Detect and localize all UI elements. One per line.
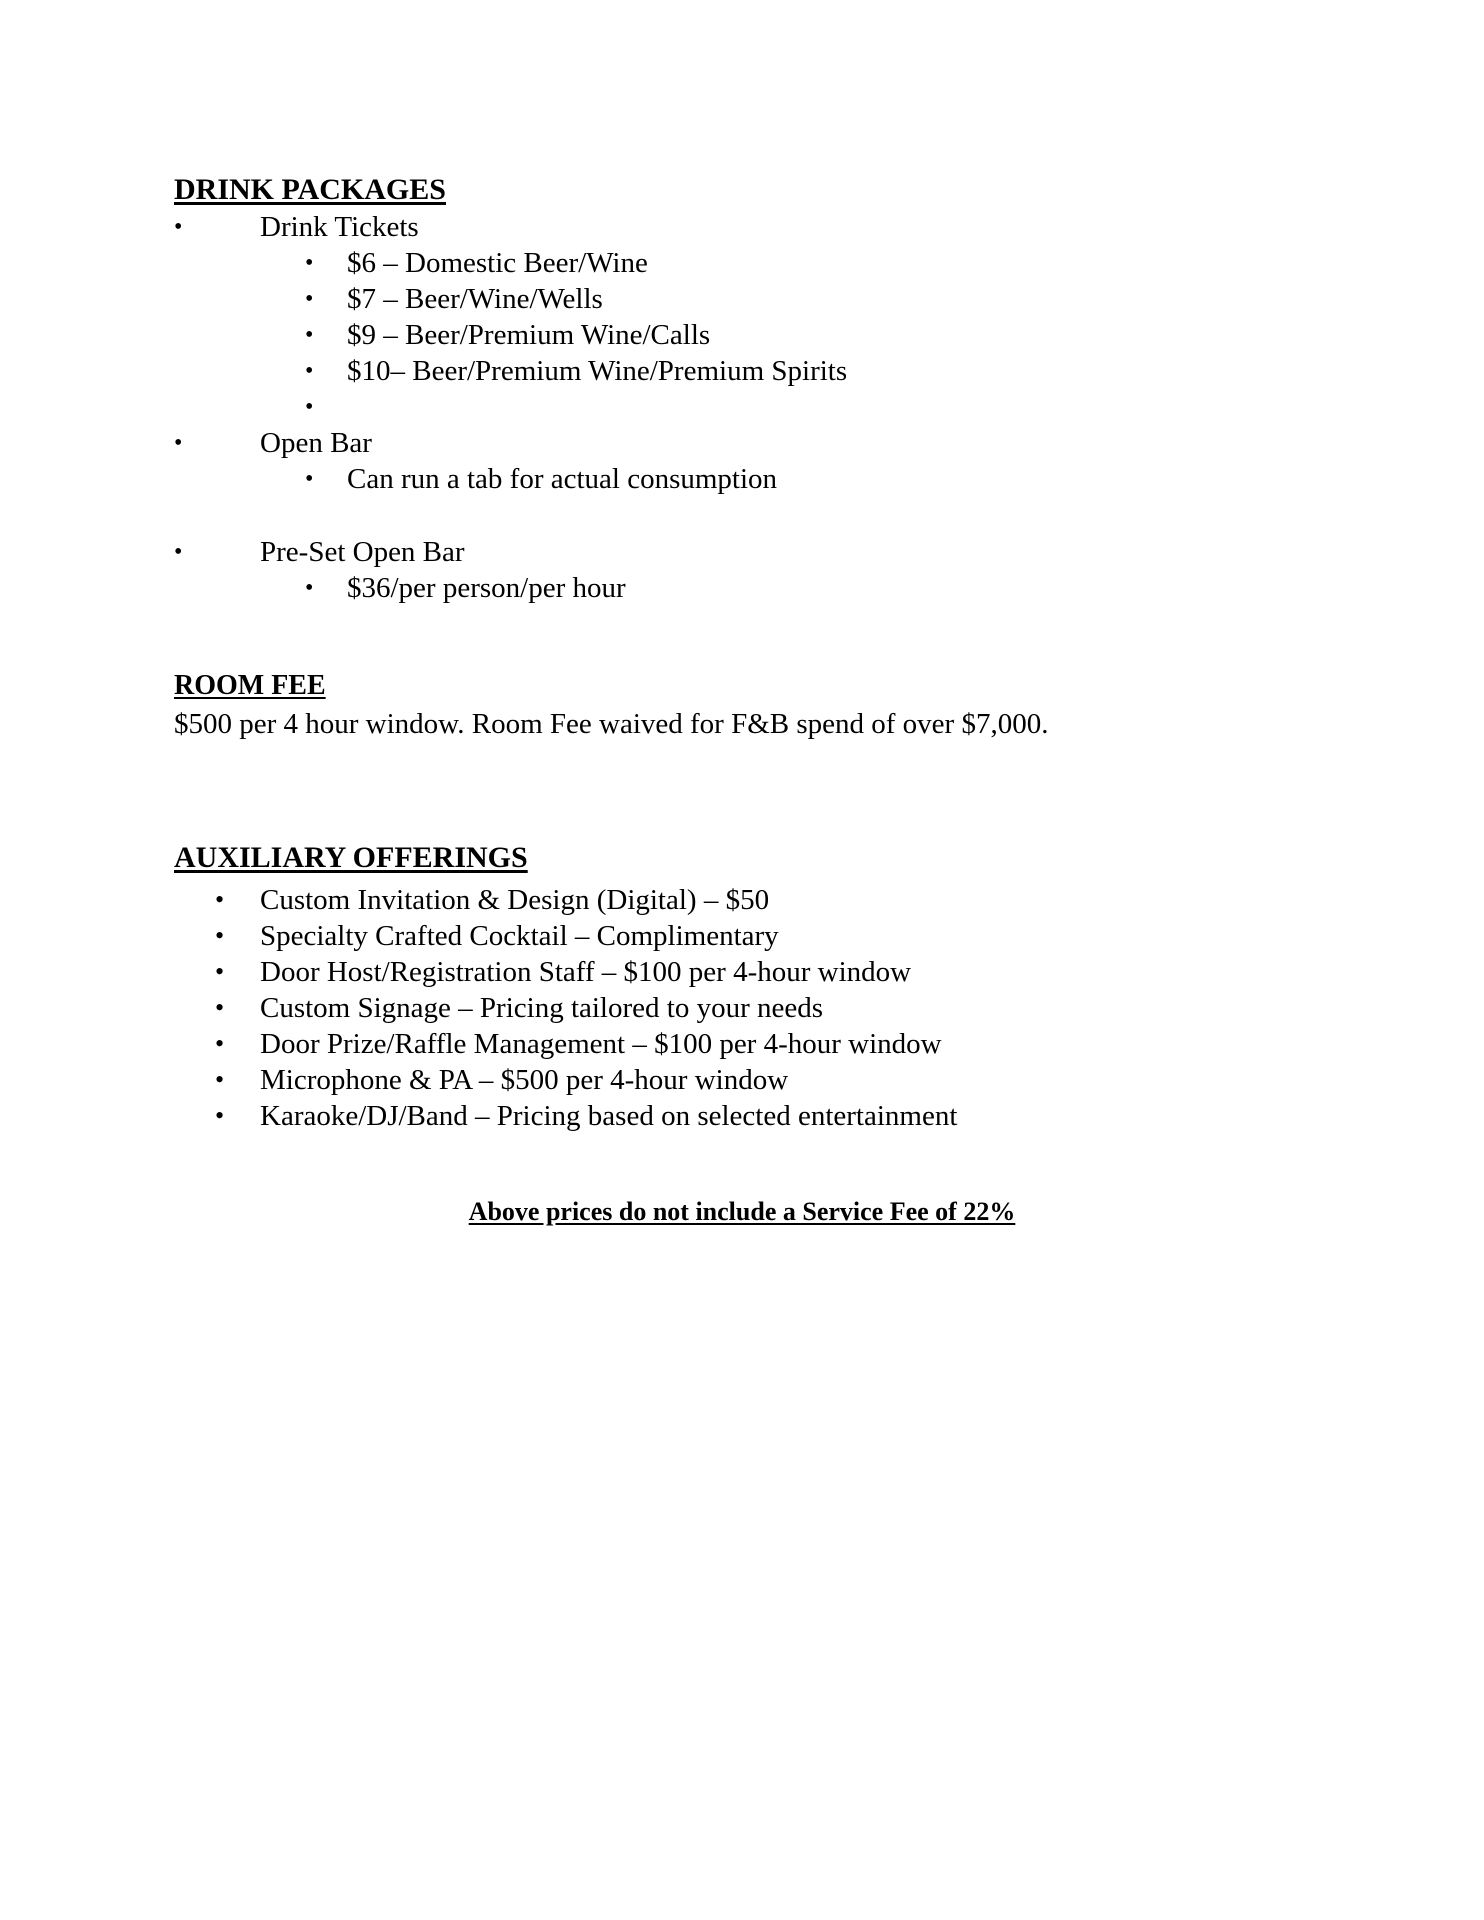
bullet-open-bar: • bbox=[174, 430, 183, 456]
service-fee-note: Above prices do not include a Service Fee of 22% bbox=[468, 1197, 1016, 1226]
group-label-pre-set-open-bar: Pre-Set Open Bar bbox=[260, 536, 465, 568]
room-fee-heading: ROOM FEE bbox=[174, 670, 326, 701]
pre-set-open-bar-item: $36/per person/per hour bbox=[347, 572, 626, 604]
drink-ticket-item: $9 – Beer/Premium Wine/Calls bbox=[347, 319, 711, 351]
aux-bullet: • bbox=[215, 921, 225, 950]
open-bar-item: Can run a tab for actual consumption bbox=[347, 463, 778, 495]
aux-item: Specialty Crafted Cocktail – Complimentary bbox=[260, 920, 779, 952]
drink-ticket-item: $6 – Domestic Beer/Wine bbox=[347, 247, 648, 279]
group-label-drink-tickets: Drink Tickets bbox=[260, 211, 419, 243]
aux-bullet: • bbox=[215, 957, 225, 986]
aux-bullet: • bbox=[215, 1101, 225, 1130]
aux-item: Karaoke/DJ/Band – Pricing based on selected entertainment bbox=[260, 1100, 958, 1132]
aux-bullet: • bbox=[215, 885, 225, 914]
sub-bullet: • bbox=[305, 358, 314, 384]
sub-bullet-empty: • bbox=[305, 394, 314, 420]
sub-bullet: • bbox=[305, 575, 314, 601]
auxiliary-offerings-heading: AUXILIARY OFFERINGS bbox=[174, 841, 528, 874]
aux-item: Custom Signage – Pricing tailored to your needs bbox=[260, 992, 824, 1024]
group-label-open-bar: Open Bar bbox=[260, 427, 372, 459]
sub-bullet: • bbox=[305, 466, 314, 492]
aux-item: Door Prize/Raffle Management – $100 per 4-hour window bbox=[260, 1028, 942, 1060]
drink-packages-heading: DRINK PACKAGES bbox=[174, 173, 446, 206]
drink-ticket-item: $7 – Beer/Wine/Wells bbox=[347, 283, 603, 315]
sub-bullet: • bbox=[305, 286, 314, 312]
aux-item: Microphone & PA – $500 per 4-hour window bbox=[260, 1064, 789, 1096]
bullet-drink-tickets: • bbox=[174, 214, 183, 240]
room-fee-text: $500 per 4 hour window. Room Fee waived for F&B spend of over $7,000. bbox=[174, 708, 1049, 740]
aux-item: Custom Invitation & Design (Digital) – $50 bbox=[260, 884, 770, 916]
aux-bullet: • bbox=[215, 993, 225, 1022]
aux-bullet: • bbox=[215, 1065, 225, 1094]
aux-item: Door Host/Registration Staff – $100 per 4-hour window bbox=[260, 956, 912, 988]
bullet-pre-set-open-bar: • bbox=[174, 539, 183, 565]
aux-bullet: • bbox=[215, 1029, 225, 1058]
drink-ticket-item: $10– Beer/Premium Wine/Premium Spirits bbox=[347, 355, 848, 387]
sub-bullet: • bbox=[305, 250, 314, 276]
sub-bullet: • bbox=[305, 322, 314, 348]
